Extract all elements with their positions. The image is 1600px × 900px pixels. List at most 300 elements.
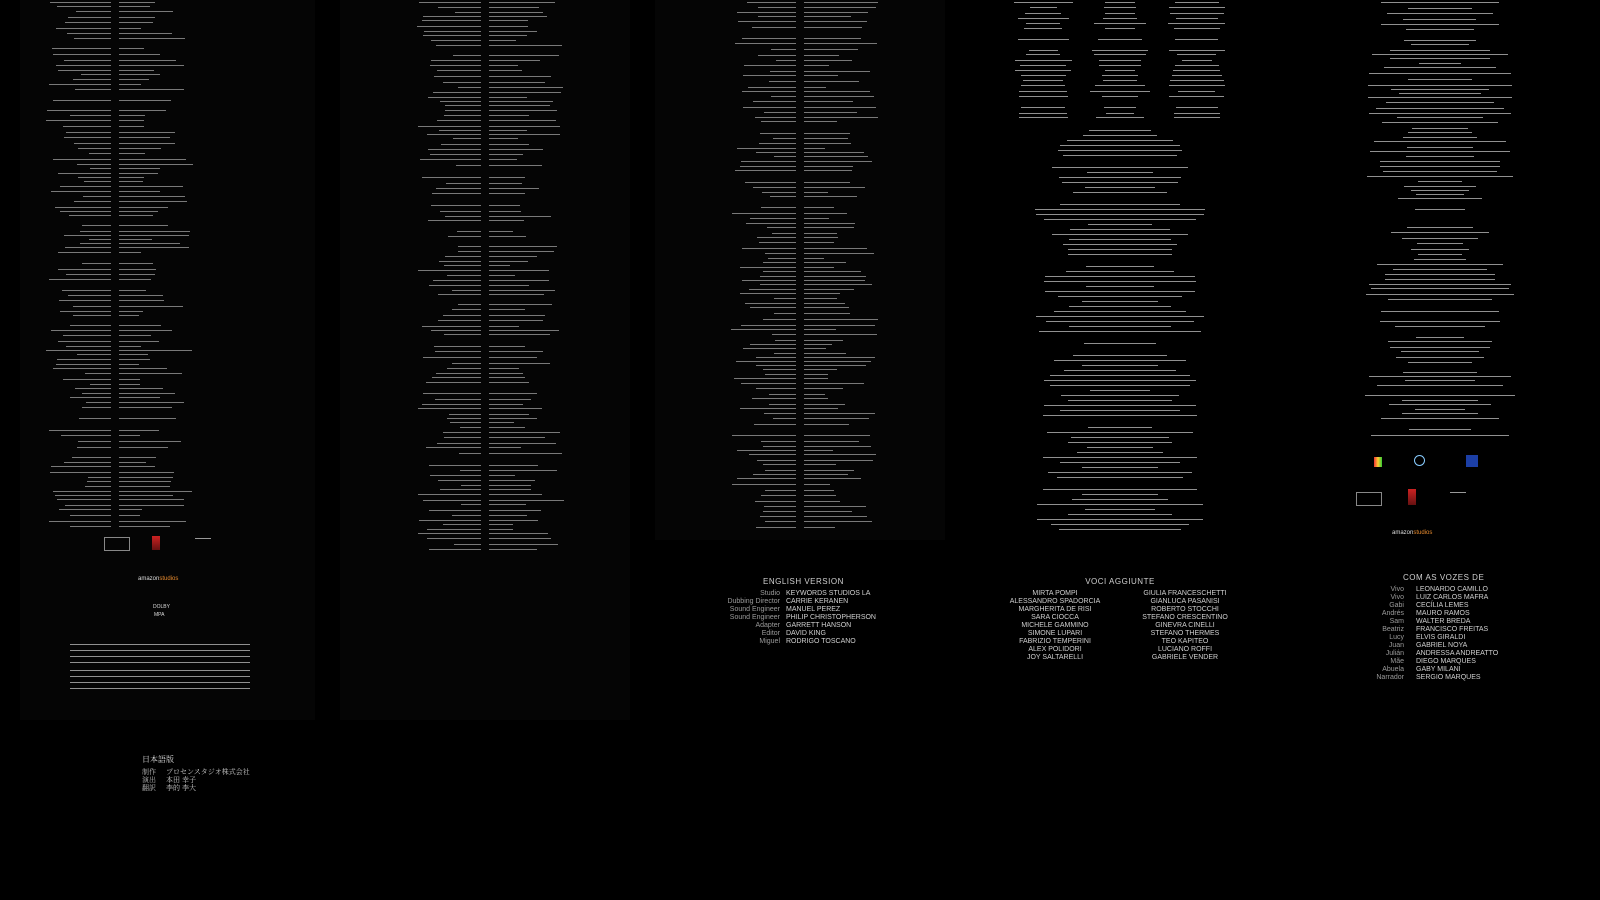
credit-text-line xyxy=(64,60,111,61)
credit-text-line xyxy=(439,261,481,262)
credit-text-line xyxy=(429,549,481,550)
credit-text-line xyxy=(1365,395,1515,396)
credit-text-line xyxy=(804,65,829,66)
credit-text-line xyxy=(77,447,111,448)
credit-text-line xyxy=(119,393,175,394)
credit-text-line xyxy=(119,430,159,431)
credit-text-line xyxy=(1070,229,1169,230)
credit-text-line xyxy=(77,164,111,165)
credit-role: Adapter xyxy=(755,622,780,629)
credit-text-line xyxy=(774,313,796,314)
credit-text-line xyxy=(1385,274,1495,275)
credit-text-line xyxy=(119,315,139,316)
credit-text-line xyxy=(60,186,111,187)
credit-text-line xyxy=(740,293,796,294)
credit-text-line xyxy=(74,38,111,39)
credit-text-line xyxy=(489,280,549,281)
credit-text-line xyxy=(67,33,111,34)
credit-text-line xyxy=(1169,85,1225,86)
credit-text-line xyxy=(804,121,837,122)
credit-text-line xyxy=(431,205,481,206)
credit-text-line xyxy=(489,363,550,364)
credit-text-line xyxy=(1088,224,1151,225)
credit-text-line xyxy=(119,115,145,116)
credit-role: Narrador xyxy=(1376,674,1404,681)
credit-role: Miguel xyxy=(759,638,780,645)
credit-text-line xyxy=(1082,467,1158,468)
credit-text-line xyxy=(489,480,535,481)
credit-text-line xyxy=(743,348,796,349)
credit-text-line xyxy=(744,65,796,66)
credit-text-line xyxy=(804,289,854,290)
credit-name: GINEVRA CINELLI xyxy=(1155,622,1215,629)
credit-text-line xyxy=(428,220,481,221)
credit-text-line xyxy=(119,505,184,506)
credit-text-line xyxy=(489,447,521,448)
credit-text-line xyxy=(1052,234,1187,235)
credit-text-line xyxy=(119,515,140,516)
credit-text-line xyxy=(1418,254,1463,255)
credit-text-line xyxy=(804,325,875,326)
credit-text-line xyxy=(119,181,143,182)
credit-text-line xyxy=(489,520,538,521)
credit-text-line xyxy=(420,159,481,160)
credit-text-line xyxy=(87,481,111,482)
credit-text-line xyxy=(423,500,481,501)
credit-row xyxy=(1370,610,1570,618)
credit-text-line xyxy=(1376,108,1504,109)
credit-text-line xyxy=(1371,288,1509,289)
credit-text-line xyxy=(453,55,481,56)
credit-text-line xyxy=(53,159,111,160)
credit-text-line xyxy=(58,173,111,174)
credit-text-line xyxy=(51,466,111,467)
credit-text-line xyxy=(1048,472,1191,473)
credit-text-line xyxy=(1090,390,1151,391)
credit-text-line xyxy=(804,170,852,171)
credit-text-line xyxy=(119,335,151,336)
credit-text-line xyxy=(489,149,543,150)
credit-text-line xyxy=(489,475,515,476)
credit-text-line xyxy=(1094,23,1147,24)
credit-text-line xyxy=(748,87,796,88)
credit-text-line xyxy=(804,470,854,471)
credit-text-line xyxy=(771,96,796,97)
credit-text-line xyxy=(66,346,111,347)
credit-text-line xyxy=(433,92,481,93)
credit-text-line xyxy=(1073,192,1166,193)
credit-text-line xyxy=(1024,28,1063,29)
credit-text-line xyxy=(119,54,160,55)
credit-text-line xyxy=(489,35,527,36)
credit-text-line xyxy=(438,7,481,8)
credit-text-line xyxy=(1088,427,1153,428)
credit-text-line xyxy=(119,364,139,365)
credit-text-line xyxy=(428,97,481,98)
credit-text-line xyxy=(732,484,796,485)
credit-text-line xyxy=(70,682,250,683)
credit-text-line xyxy=(443,524,481,525)
credit-text-line xyxy=(1177,54,1216,55)
credit-text-line xyxy=(119,418,176,419)
credit-text-line xyxy=(1391,232,1488,233)
credit-text-line xyxy=(119,373,182,374)
credit-text-line xyxy=(53,368,111,369)
credit-text-line xyxy=(750,307,796,308)
english-version-header: ENGLISH VERSION xyxy=(763,577,844,586)
credit-text-line xyxy=(758,16,796,17)
credit-text-line xyxy=(1368,85,1511,86)
fire-logo-icon xyxy=(1408,489,1416,505)
credit-text-line xyxy=(1397,117,1483,118)
credit-text-line xyxy=(1388,299,1492,300)
panel-background xyxy=(655,0,945,540)
credit-text-line xyxy=(1415,409,1464,410)
credit-role: 演出 xyxy=(142,777,156,784)
credit-text-line xyxy=(119,263,153,264)
credit-text-line xyxy=(804,218,829,219)
credit-text-line xyxy=(804,81,859,82)
credit-text-line xyxy=(70,526,111,527)
credit-text-line xyxy=(1169,96,1224,97)
credit-text-line xyxy=(804,166,853,167)
credit-text-line xyxy=(765,374,796,375)
credit-text-line xyxy=(78,148,111,149)
credit-text-line xyxy=(1086,286,1154,287)
credit-text-line xyxy=(70,662,250,663)
credit-text-line xyxy=(804,21,867,22)
credit-text-line xyxy=(65,22,111,23)
credit-text-line xyxy=(752,398,796,399)
credit-text-line xyxy=(119,477,173,478)
credit-text-line xyxy=(1083,135,1158,136)
credit-name: GARRETT HANSON xyxy=(786,622,852,629)
credit-text-line xyxy=(1175,65,1219,66)
credit-text-line xyxy=(753,474,796,475)
credit-text-line xyxy=(774,298,796,299)
credit-text-line xyxy=(440,211,481,212)
credit-text-line xyxy=(72,457,111,458)
credit-text-line xyxy=(1051,524,1190,525)
credit-text-line xyxy=(1044,219,1196,220)
credit-text-line xyxy=(804,152,864,153)
credit-text-line xyxy=(1037,519,1202,520)
credit-text-line xyxy=(70,656,250,657)
credit-text-line xyxy=(119,89,184,90)
credit-text-line xyxy=(119,177,144,178)
credit-text-line xyxy=(69,215,111,216)
credit-text-line xyxy=(1086,266,1155,267)
credit-text-line xyxy=(804,484,830,485)
credit-text-line xyxy=(1026,23,1060,24)
credit-text-line xyxy=(455,12,481,13)
credit-text-line xyxy=(1402,413,1478,414)
eu-logo-icon xyxy=(1466,455,1478,467)
credit-text-line xyxy=(804,55,839,56)
credit-text-line xyxy=(804,398,828,399)
credit-text-line xyxy=(1036,214,1205,215)
credit-text-line xyxy=(435,351,481,352)
credit-row xyxy=(1370,674,1570,682)
credit-text-line xyxy=(119,509,142,510)
credit-text-line xyxy=(1403,137,1477,138)
credit-text-line xyxy=(443,315,481,316)
credit-text-line xyxy=(1411,249,1469,250)
credit-text-line xyxy=(70,515,111,516)
credit-text-line xyxy=(70,115,111,116)
credit-name: TEO KAPITEO xyxy=(1161,638,1209,645)
credit-text-line xyxy=(1367,176,1513,177)
credit-name: MANUEL PEREZ xyxy=(786,606,841,613)
credit-text-line xyxy=(432,193,481,194)
credit-text-line xyxy=(453,138,481,139)
portuguese-header: COM AS VOZES DE xyxy=(1403,573,1485,582)
credit-text-line xyxy=(756,527,796,528)
credit-text-line xyxy=(1068,400,1173,401)
credit-text-line xyxy=(458,251,481,252)
credit-text-line xyxy=(1045,291,1195,292)
credit-text-line xyxy=(1029,50,1058,51)
credit-text-line xyxy=(119,499,184,500)
credit-text-line xyxy=(422,177,481,178)
credit-text-line xyxy=(771,49,796,50)
credit-text-line xyxy=(804,156,868,157)
credit-text-line xyxy=(1069,239,1172,240)
credit-row xyxy=(142,769,250,777)
credit-text-line xyxy=(447,418,481,419)
credit-text-line xyxy=(447,275,481,276)
credit-text-line xyxy=(773,418,796,419)
credit-text-line xyxy=(1058,150,1182,151)
credit-text-line xyxy=(489,76,551,77)
credit-text-line xyxy=(58,252,111,253)
credit-text-line xyxy=(58,269,111,270)
credit-text-line xyxy=(1406,29,1475,30)
credit-text-line xyxy=(489,275,515,276)
credit-text-line xyxy=(489,144,529,145)
credit-text-line xyxy=(1387,13,1494,14)
credit-text-line xyxy=(444,437,481,438)
credit-text-line xyxy=(804,446,871,447)
credit-text-line xyxy=(57,499,111,500)
credit-role: Sam xyxy=(1389,618,1404,625)
credit-text-line xyxy=(119,269,156,270)
credit-row xyxy=(1370,626,1570,634)
credit-text-line xyxy=(1104,7,1136,8)
credit-text-line xyxy=(119,350,192,351)
credit-text-line xyxy=(489,373,523,374)
credit-name: SIMONE LUPARI xyxy=(1027,630,1083,637)
credit-text-line xyxy=(430,65,481,66)
credit-text-line xyxy=(56,364,111,365)
credit-text-line xyxy=(769,81,796,82)
credit-text-line xyxy=(452,290,481,291)
credit-text-line xyxy=(458,246,481,247)
credit-text-line xyxy=(84,181,111,182)
credit-text-line xyxy=(46,120,111,121)
panel-background xyxy=(340,0,630,720)
credit-text-line xyxy=(447,368,481,369)
credit-text-line xyxy=(1404,40,1477,41)
credit-text-line xyxy=(440,489,481,490)
credit-text-line xyxy=(458,87,481,88)
credit-text-line xyxy=(53,491,111,492)
credit-text-line xyxy=(452,363,481,364)
credit-text-line xyxy=(1174,113,1220,114)
credit-text-line xyxy=(1170,80,1224,81)
credit-text-line xyxy=(767,227,796,228)
credit-text-line xyxy=(489,231,513,232)
credit-text-line xyxy=(804,495,836,496)
credit-text-line xyxy=(489,351,543,352)
credit-text-line xyxy=(489,256,537,257)
credit-role: Abuela xyxy=(1382,666,1404,673)
credit-role: Vivo xyxy=(1390,594,1404,601)
credit-text-line xyxy=(445,105,481,106)
credit-text-line xyxy=(765,490,796,491)
credit-text-line xyxy=(56,65,111,66)
japanese-header: 日本語版 xyxy=(142,755,174,764)
credit-text-line xyxy=(489,418,537,419)
credit-text-line xyxy=(804,365,866,366)
credit-text-line xyxy=(769,394,796,395)
credit-text-line xyxy=(439,130,481,131)
credit-role: Sound Engineer xyxy=(729,614,780,621)
credit-text-line xyxy=(55,207,111,208)
credit-text-line xyxy=(489,12,543,13)
voci-aggiunte-header: VOCI AGGIUNTE xyxy=(1085,577,1155,586)
credit-text-line xyxy=(804,369,837,370)
credit-text-line xyxy=(489,216,551,217)
credit-text-line xyxy=(756,152,796,153)
credit-text-line xyxy=(419,2,481,3)
credit-text-line xyxy=(1026,54,1060,55)
credit-text-line xyxy=(63,126,111,127)
credit-text-line xyxy=(489,7,539,8)
credit-text-line xyxy=(804,253,874,254)
credit-text-line xyxy=(1039,331,1202,332)
credit-text-line xyxy=(804,418,869,419)
credit-text-line xyxy=(119,495,173,496)
credit-text-line xyxy=(90,384,111,385)
credit-text-line xyxy=(742,248,796,249)
credit-name: 本田 幸子 xyxy=(166,777,196,784)
credit-text-line xyxy=(431,60,481,61)
credit-text-line xyxy=(1418,181,1461,182)
credit-text-line xyxy=(760,516,796,517)
credit-text-line xyxy=(804,71,870,72)
credit-role: Studio xyxy=(760,590,780,597)
credit-text-line xyxy=(763,319,796,320)
credit-text-line xyxy=(1380,161,1500,162)
credit-text-line xyxy=(1043,457,1198,458)
credit-text-line xyxy=(119,120,144,121)
credit-text-line xyxy=(804,394,825,395)
credit-text-line xyxy=(1099,65,1142,66)
credit-text-line xyxy=(754,424,796,425)
credit-text-line xyxy=(758,55,796,56)
credit-text-line xyxy=(1176,18,1218,19)
credit-text-line xyxy=(1082,301,1158,302)
credit-text-line xyxy=(1019,91,1067,92)
credit-row xyxy=(720,630,920,638)
credit-text-line xyxy=(743,107,796,108)
credit-text-line xyxy=(1014,2,1073,3)
credit-text-line xyxy=(1060,462,1181,463)
credit-text-line xyxy=(457,231,481,232)
credit-text-line xyxy=(79,418,111,419)
credit-text-line xyxy=(1085,187,1155,188)
credit-text-line xyxy=(770,196,796,197)
credit-text-line xyxy=(804,506,866,507)
credit-text-line xyxy=(1386,102,1493,103)
credit-text-line xyxy=(119,359,150,360)
credit-text-line xyxy=(750,344,796,345)
credit-text-line xyxy=(66,274,111,275)
credit-text-line xyxy=(119,159,186,160)
credit-text-line xyxy=(59,300,111,301)
credit-text-line xyxy=(769,404,796,405)
credit-text-line xyxy=(74,143,111,144)
credit-text-line xyxy=(1390,347,1489,348)
credit-text-line xyxy=(804,213,847,214)
credit-text-line xyxy=(1381,2,1500,3)
credit-text-line xyxy=(70,688,250,689)
credit-text-line xyxy=(119,346,141,347)
credit-text-line xyxy=(55,495,111,496)
credit-text-line xyxy=(1037,504,1204,505)
credit-name: DIEGO MARQUES xyxy=(1416,658,1476,665)
credit-text-line xyxy=(1382,122,1498,123)
credit-text-line xyxy=(804,334,877,335)
credit-text-line xyxy=(1102,75,1138,76)
credit-text-line xyxy=(119,48,144,49)
credit-text-line xyxy=(753,101,796,102)
credit-text-line xyxy=(1176,107,1218,108)
credit-text-line xyxy=(419,520,481,521)
credit-text-line xyxy=(804,207,834,208)
credit-text-line xyxy=(1018,18,1069,19)
credit-text-line xyxy=(77,354,111,355)
credit-text-line xyxy=(757,460,796,461)
credit-text-line xyxy=(119,143,175,144)
credit-text-line xyxy=(761,495,796,496)
credit-text-line xyxy=(1021,75,1066,76)
credit-text-line xyxy=(1369,73,1511,74)
credit-text-line xyxy=(737,148,796,149)
credit-name: GABY MILANI xyxy=(1416,666,1461,673)
credit-name: PHILIP CHRISTOPHERSON xyxy=(786,614,876,621)
credit-text-line xyxy=(433,280,481,281)
credit-text-line xyxy=(1369,376,1510,377)
credit-text-line xyxy=(1035,209,1204,210)
credit-text-line xyxy=(761,207,796,208)
credit-text-line xyxy=(424,31,481,32)
credit-text-line xyxy=(58,70,111,71)
credit-text-line xyxy=(489,120,556,121)
credit-text-line xyxy=(804,361,871,362)
credit-role: Sound Engineer xyxy=(729,606,780,613)
credit-text-line xyxy=(804,353,846,354)
credit-text-line xyxy=(119,17,155,18)
credit-text-line xyxy=(804,112,857,113)
credit-text-line xyxy=(1411,190,1469,191)
credit-text-line xyxy=(489,470,557,471)
credit-text-line xyxy=(804,161,872,162)
credit-text-line xyxy=(1381,311,1500,312)
credit-text-line xyxy=(746,223,796,224)
credit-text-line xyxy=(804,501,840,502)
